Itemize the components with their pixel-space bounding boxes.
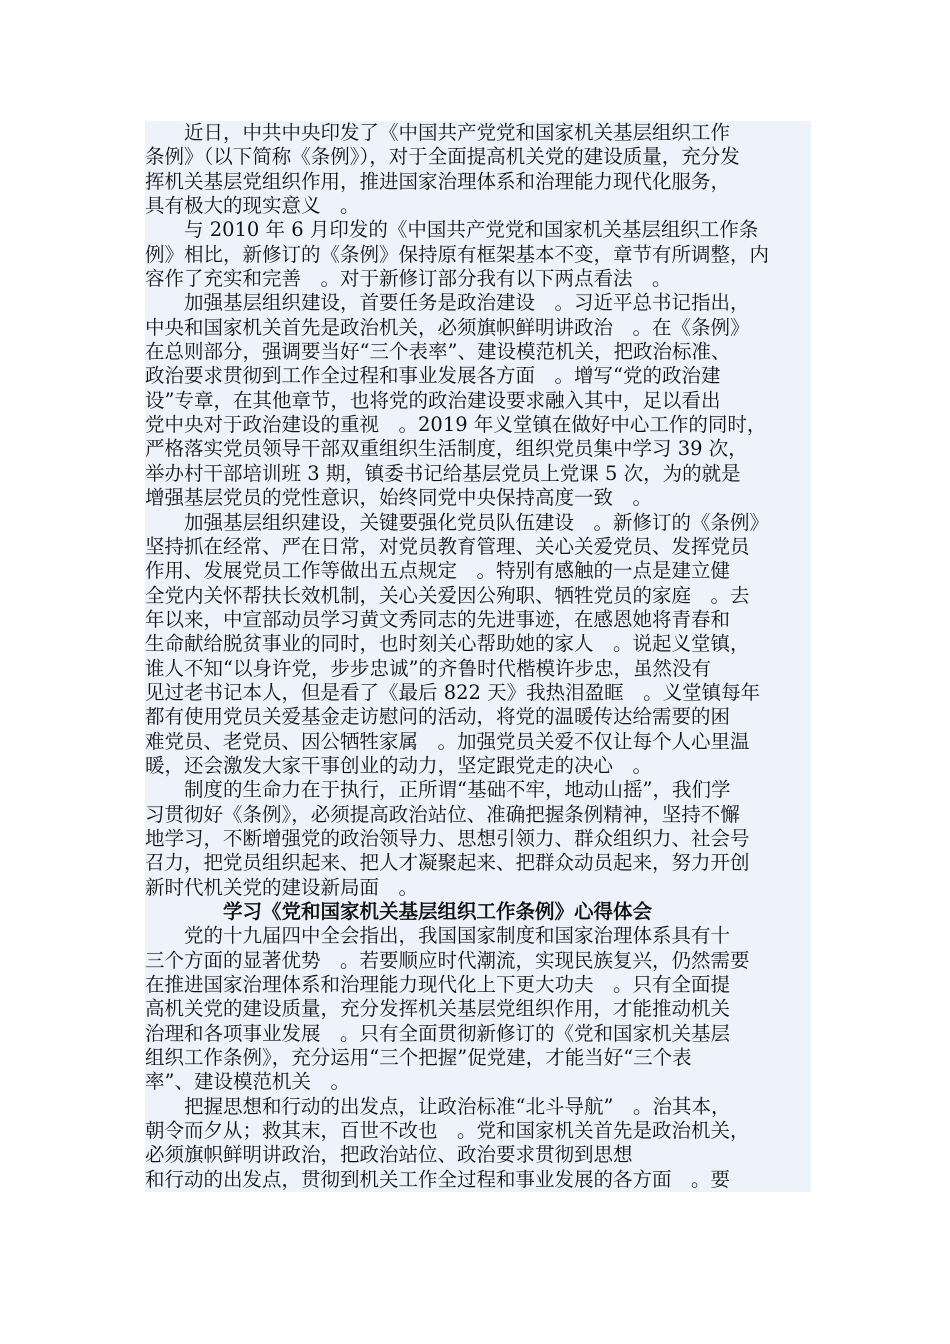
text-line: 暖，还会激发大家干事创业的动力，坚定跟党走的决心 。 [145,754,811,778]
text-line: 加强基层组织建设，首要任务是政治建设 。习近平总书记指出， [145,291,811,315]
text-line: 党的十九届四中全会指出，我国国家制度和国家治理体系具有十 [145,924,811,948]
text-line: 地学习，不断增强党的政治领导力、思想引领力、群众组织力、社会号 [145,827,811,851]
text-line: 高机关党的建设质量，充分发挥机关基层党组织作用，才能推动机关 [145,997,811,1021]
text-line: 坚持抓在经常、严在日常，对党员教育管理、关心关爱党员、发挥党员 [145,535,811,559]
text-line: 全党内关怀帮扶长效机制，关心关爱因公殉职、牺牲党员的家庭 。去 [145,584,811,608]
text-line: 例》相比，新修订的《条例》保持原有框架基本不变，章节有所调整，内 [145,243,811,267]
text-line: 在总则部分，强调要当好“三个表率”、建设模范机关，把政治标准、 [145,340,811,364]
document-body [145,121,811,1192]
text-line: 和行动的出发点，贯彻到机关工作全过程和事业发展的各方面 。要 [145,1168,811,1192]
text-line: 都有使用党员关爱基金走访慰问的活动，将党的温暖传达给需要的困 [145,705,811,729]
text-line: 作用、发展党员工作等做出五点规定 。特别有感触的一点是建立健 [145,559,811,583]
text-line: 朝令而夕从；救其末，百世不改也 。党和国家机关首先是政治机关， [145,1119,811,1143]
text-line: 年以来，中宣部动员学习黄文秀同志的先进事迹，在感恩她将青春和 [145,608,811,632]
text-line: 谁人不知“以身许党，步步忠诚”的齐鲁时代楷模许步忠，虽然没有 [145,657,811,681]
text-line: 把握思想和行动的出发点，让政治标准“北斗导航” 。治其本， [145,1095,811,1119]
text-line: 增强基层党员的党性意识，始终同党中央保持高度一致 。 [145,486,811,510]
section-heading: 学习《党和国家机关基层组织工作条例》心得体会 [145,900,811,924]
text-line: 严格落实党员领导干部双重组织生活制度，组织党员集中学习 39 次， [145,437,811,461]
text-line: 新时代机关党的建设新局面 。 [145,876,811,900]
text-line: 容作了充实和完善 。对于新修订部分我有以下两点看法 。 [145,267,811,291]
text-line: 见过老书记本人，但是看了《最后 822 天》我热泪盈眶 。义堂镇每年 [145,681,811,705]
text-line: 与 2010 年 6 月印发的《中国共产党党和国家机关基层组织工作条 [145,218,811,242]
text-line: 中央和国家机关首先是政治机关，必须旗帜鲜明讲政治 。在《条例》 [145,316,811,340]
text-line: 三个方面的显著优势 。若要顺应时代潮流，实现民族复兴，仍然需要 [145,949,811,973]
text-line: 设”专章，在其他章节，也将党的政治建设要求融入其中，足以看出 [145,389,811,413]
text-line: 习贯彻好《条例》，必须提高政治站位、准确把握条例精神，坚持不懈 [145,803,811,827]
text-line: 难党员、老党员、因公牺牲家属 。加强党员关爱不仅让每个人心里温 [145,730,811,754]
text-line: 党中央对于政治建设的重视 。2019 年义堂镇在做好中心工作的同时， [145,413,811,437]
text-line: 召力，把党员组织起来、把人才凝聚起来、把群众动员起来，努力开创 [145,851,811,875]
text-line: 举办村干部培训班 3 期，镇委书记给基层党员上党课 5 次，为的就是 [145,462,811,486]
text-line: 具有极大的现实意义 。 [145,194,811,218]
text-line: 必须旗帜鲜明讲政治，把政治站位、政治要求贯彻到思想 [145,1143,811,1167]
text-line: 治理和各项事业发展 。只有全面贯彻新修订的《党和国家机关基层 [145,1022,811,1046]
text-line: 率”、建设模范机关 。 [145,1070,811,1094]
text-line: 近日，中共中央印发了《中国共产党党和国家机关基层组织工作 [145,121,811,145]
text-line: 加强基层组织建设，关键要强化党员队伍建设 。新修订的《条例》 [145,511,811,535]
text-line: 条例》（以下简称《条例》），对于全面提高机关党的建设质量，充分发 [145,145,811,169]
text-line: 制度的生命力在于执行，正所谓“基础不牢，地动山摇”，我们学 [145,778,811,802]
text-line: 政治要求贯彻到工作全过程和事业发展各方面 。增写“党的政治建 [145,364,811,388]
text-line: 挥机关基层党组织作用，推进国家治理体系和治理能力现代化服务， [145,170,811,194]
text-line: 在推进国家治理体系和治理能力现代化上下更大功夫 。只有全面提 [145,973,811,997]
text-line: 组织工作条例》，充分运用“三个把握”促党建，才能当好“三个表 [145,1046,811,1070]
text-line: 生命献给脱贫事业的同时，也时刻关心帮助她的家人 。说起义堂镇， [145,632,811,656]
